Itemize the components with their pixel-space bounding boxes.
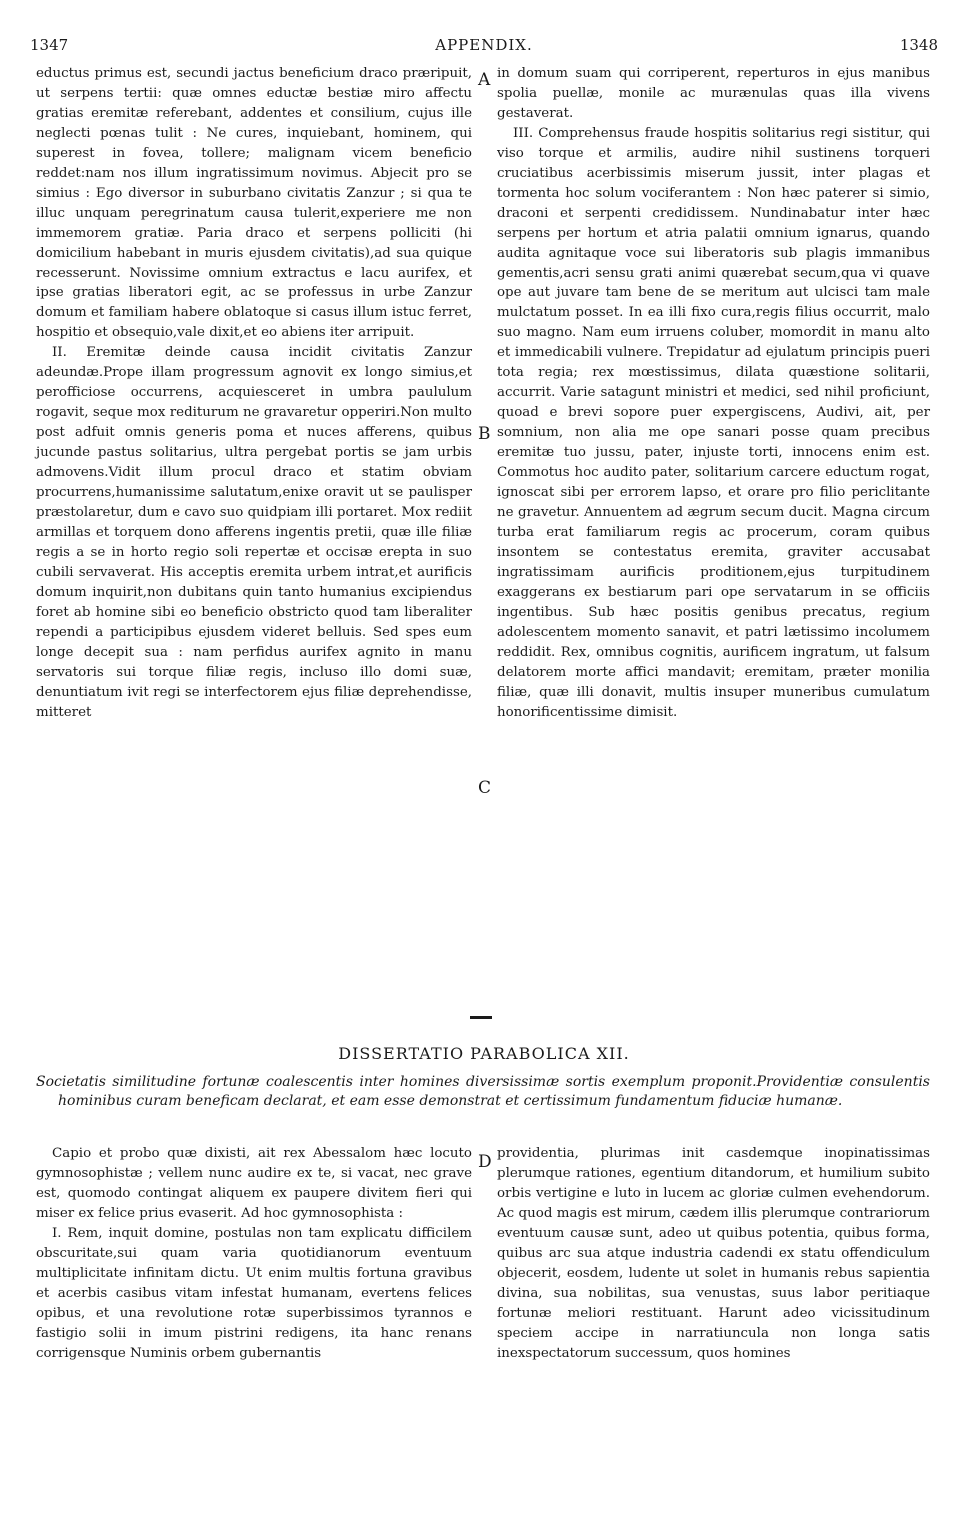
paragraph-section-iii: III. Comprehensus fraude hospitis solitarius regi sistitur, qui viso torque et armilis, audire nihil sustinens torqueri cruciatibus acerbissimis miserum jussit, inter plagas et tormenta hoc solum vociferantem : Non hæc paterer si simio, draconi et serpenti credidissem. Nundinabatur inter hæc serpens per hortum et atria palatii omnium ignarus, quando audita agnitaque voce sui liberatoris sub plagis immanibus gementis,acri sensu grati animi quærebat secum,qua vi quave ope aut juvare tam bene de se meritum aut ulcisci tam male mulctatum posset. In ea illi fixo cura,regis filius occurrit, malo suo magno. Nam eum irruens coluber, momordit in manu alto et immedicabili vulnere. Trepidatur ad ejulatum principis pueri tota regia; rex mœstissimus, dilata quæstione solitarii, accurrit. Varie satagunt ministri et medici, sed nihil proficiunt, quoad e brevi sopore puer expergiscens, Audivi, ait, per somnium, non alia me ope sanari posse quam precibus eremitæ tuo jussu, pater, injuste torti, innocens enim est. Commotus hoc audito pater, solitarium carcere eductum rogat, ignoscat sibi per errorem lapso, et orare pro filio periclitante ne gravetur. Annuentem ad ægrum secum ducit. Magna circum turba erat familiarum regis ac procerum, coram quibus insontem se contestatus eremita, graviter accusabat ingratissimam aurificis proditionem,ejus turpitudinem exaggerans ex bestiarum pari ope servatarum in se officiis ingentibus. Sub hæc positis genibus precatus, regium adolescentem momento sanavit, et patri lætissimo incolumem reddidit. Rex, omnibus cognitis, aurificem ingratum, ut falsum delatorem morte affici mandavit; eremitam, præter monilia filiæ, quæ illi donavit, multis insuper muneribus cumulatum honorificentissime dimisit. (497, 125, 930, 720)
right-page-number: 1348 (899, 36, 938, 54)
margin-marker-b: B (478, 424, 491, 444)
section-divider (470, 1016, 492, 1019)
left-page-number: 1347 (30, 36, 69, 54)
left-column-top (36, 64, 472, 722)
dissertation-title: DISSERTATIO PARABOLICA XII. (338, 1044, 630, 1063)
margin-marker-a: A (478, 70, 491, 90)
right-column-bottom (497, 1144, 930, 1363)
right-column-top (497, 64, 930, 722)
running-title: APPENDIX. (435, 36, 533, 54)
margin-marker-c: C (478, 778, 492, 798)
paragraph-section-i: I. Rem, inquit domine, postulas non tam explicatu difficilem obscuritate,sui quam varia quotidianorum eventuum multiplicitate infinitam dictu. Ut enim multis fortuna gravibus et acerbis casibus vitam infestat humanam, evertens felices opibus, et una revolutione rotæ superbissimos tyrannos e fastigio solii in imum pistrini redigens, ita hanc renans corrigensque Numinis orbem gubernantis (36, 1225, 472, 1361)
left-column-bottom (36, 1144, 472, 1363)
paragraph-continuation-right: in domum suam qui corriperent, reperturos in ejus manibus spolia puellæ, monile ac murænulas quas illa vivens gestaverat. (497, 66, 930, 121)
page-header (30, 36, 938, 58)
dissertation-summary: Societatis similitudine fortunæ coalescentis inter homines diversissimæ sortis exemplum proponit.Providentiæ consulentis hominibus curam beneficam declarat, et eam esse demonstrat et certissimum fundamentum fiduciæ humanæ. (36, 1074, 930, 1109)
margin-marker-d: D (478, 1152, 492, 1172)
paragraph-providentia: providentia, plurimas init casdemque inopinatissimas plerumque rationes, egentium ditandorum, et humilium subito orbis vertigine e luto in lucem ac gloriæ culmen evehendorum. Ac quod magis est mirum, cædem illis plerumque contrariorum eventuum causæ sunt, adeo ut quibus potentia, quibus forma, quibus arc sua atque industria cadendi ex statu offendiculum objecerit, eosdem, ludente ut solet in humanis rebus sapientia divina, sua nobilitas, sua venustas, suus labor peritiaque fortunæ meliori restituant. Harunt adeo vicissitudinum speciem accipe in narratiuncula non longa satis inexspectatorum successum, quos homines (497, 1146, 930, 1361)
paragraph-section-ii: II. Eremitæ deinde causa incidit civitatis Zanzur adeundæ.Prope illam progressum agnovit ex longo simius,et perofficiose occurrens, acquiesceret in umbra paululum rogavit, seque mox rediturum ne gravaretur opperiri.Non multo post adfuit omnis generis poma et nuces afferens, quibus jucunde pastus solitarius, ultra pergebat portis se jam urbis admovens.Vidit illum procul draco et statim obviam procurrens,humanissime salutatum,enixe oravit ut se paulisper præstolaretur, dum e cavo suo quidpiam illi portaret. Mox rediit armillas et torquem dono afferens ingentis pretii, quæ ille filiæ regis a se in horto regio soli repertæ et occisæ erepta in suo cubili servaverat. His acceptis eremita urbem intrat,et aurificis domum inquirit,non dubitans quin tanto humanius excipiendus foret ab homine sibi eo beneficio obstricto quod tam liberaliter rependi a participibus ejusdem videret belluis. Sed spes eum longe decepit sua : nam perfidus aurifex agnito in manu servatoris sui torque filiæ regis, incluso illo domi suæ, denuntiatum ivit regi se interfectorem ejus filiæ deprehendisse, mitteret (36, 345, 472, 720)
paragraph-intro: Capio et probo quæ dixisti, ait rex Abessalom hæc locuto gymnosophistæ ; vellem nunc audire ex te, si vacat, nec grave est, quomodo contingat aliquem ex paupere divitem fieri qui miser ex felice prius evaserit. Ad hoc gymnosophista : (36, 1146, 472, 1221)
paragraph-continuation: eductus primus est, secundi jactus beneficium draco præripuit, ut serpens tertii: quæ omnes eductæ bestiæ miro affectu gratias eremitæ referebant, addentes et consilium, cujus ille neglecti pœnas tulit : Ne cures, inquiebant, hominem, qui superest in fovea, tollere; malignam vicem beneficio reddet:nam nos illum ingratissimum novimus. Abjecit pro se simius : Ego diversor in suburbano civitatis Zanzur ; si qua te illuc unquam peregrinatum causa tulerit,experiere me non immemorem gratiæ. Paria draco et serpens polliciti (hi domicilium habebant in muris ejusdem civitatis),ad sua quique recesserunt. Novissime omnium extractus e lacu aurifex, et ipse gratias liberatori egit, ac se professus in urbe Zanzur domum et familiam habere oblatoque si casus illum istuc ferret, hospitio et obsequio,vale dixit,et eo abiens iter arripuit. (36, 66, 472, 341)
